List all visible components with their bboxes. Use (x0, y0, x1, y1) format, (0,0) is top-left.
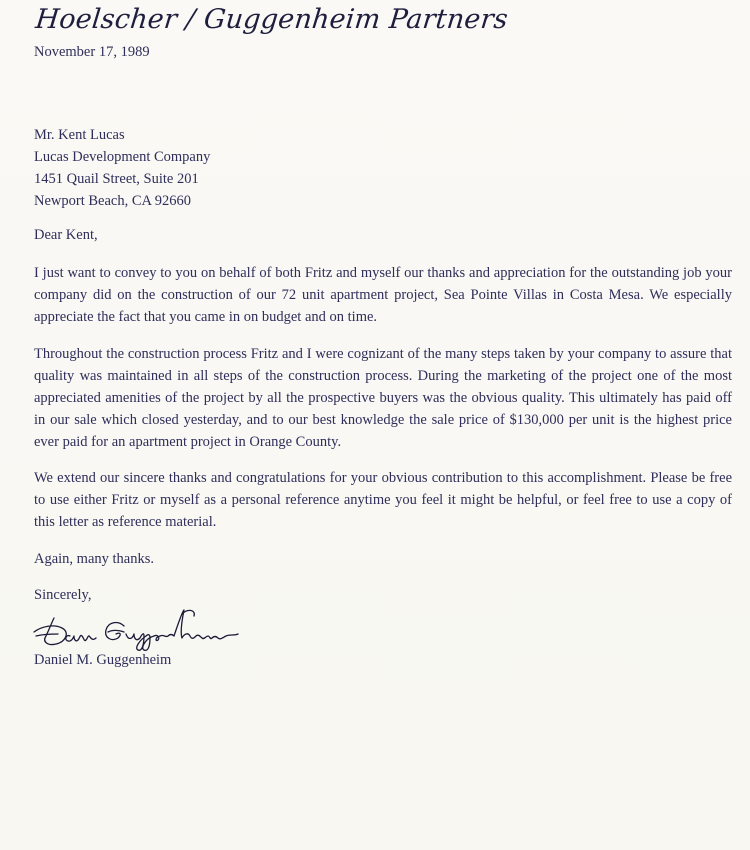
letterhead: Hoelscher / Guggenheim Partners (34, 4, 510, 35)
handwritten-signature (32, 604, 242, 654)
closing-line: Again, many thanks. (34, 550, 155, 567)
letter-body (34, 262, 732, 621)
body-paragraph-3: We extend our sincere thanks and congratulations for your obvious contribution to this accomplishment. Please be free to use either Fritz or myself as a personal reference anytime you feel it might be helpful, or feel free to use a copy of this letter as reference material. (34, 470, 732, 530)
recipient-name: Mr. Kent Lucas (34, 127, 125, 143)
recipient-company: Lucas Development Company (34, 149, 211, 165)
letter-date: November 17, 1989 (34, 44, 150, 60)
recipient-city: Newport Beach, CA 92660 (34, 193, 192, 209)
signer-name: Daniel M. Guggenheim (34, 652, 172, 668)
valediction: Sincerely, (34, 587, 92, 603)
recipient-street: 1451 Quail Street, Suite 201 (34, 171, 199, 187)
salutation: Dear Kent, (34, 227, 98, 243)
body-paragraph-2: Throughout the construction process Fritz and I were cognizant of the many steps taken by your company to assure that quality was maintained in all steps of the construction process. During the marketing of the project one of the most appreciated amenities of the project by all the prospective buyers was the obvious quality. This ultimately has paid off in our sale which closed yesterday, and to our best knowledge the sale price of $130,000 per unit is the highest price ever paid for an apartment project in Orange County. (34, 345, 732, 450)
recipient-address (34, 124, 210, 212)
body-paragraph-1: I just want to convey to you on behalf of both Fritz and myself our thanks and appreciation for the outstanding job your company did on the construction of our 72 unit apartment project, Sea Pointe Villas in Costa Mesa. We especially appreciate the fact that you came in on budget and on time. (34, 265, 732, 325)
